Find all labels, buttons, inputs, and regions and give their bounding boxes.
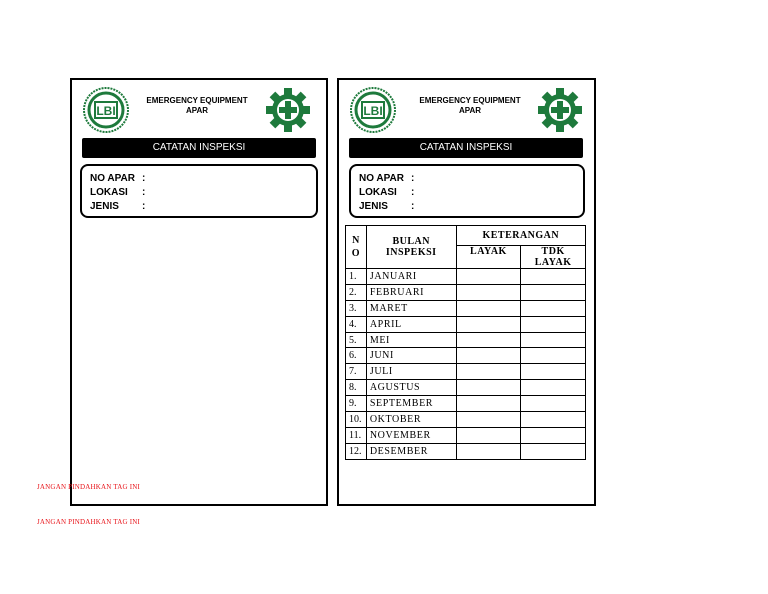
info-row-no-apar: NO APAR : bbox=[90, 173, 146, 184]
row-number: 4. bbox=[346, 316, 367, 332]
row-ok-cell[interactable] bbox=[456, 332, 521, 348]
row-ok-cell[interactable] bbox=[456, 269, 521, 285]
row-month: JUNI bbox=[366, 348, 456, 364]
header-title: EMERGENCY EQUIPMENT APAR bbox=[419, 96, 521, 115]
row-not-ok-cell[interactable] bbox=[521, 300, 586, 316]
header-title: EMERGENCY EQUIPMENT APAR bbox=[146, 96, 248, 115]
table-row bbox=[346, 332, 586, 348]
row-not-ok-cell[interactable] bbox=[521, 396, 586, 412]
inspection-tag-back bbox=[337, 78, 596, 506]
info-box bbox=[349, 164, 585, 218]
header-bar: CATATAN INSPEKSI bbox=[349, 138, 583, 158]
row-ok-cell[interactable] bbox=[456, 364, 521, 380]
row-not-ok-cell[interactable] bbox=[521, 427, 586, 443]
table-row bbox=[346, 364, 586, 380]
row-month: FEBRUARI bbox=[366, 284, 456, 300]
col-not-ok-header: TDK LAYAK bbox=[521, 246, 586, 269]
row-number: 9. bbox=[346, 396, 367, 412]
row-month: AGUSTUS bbox=[366, 380, 456, 396]
row-number: 12. bbox=[346, 443, 367, 459]
table-row bbox=[346, 427, 586, 443]
row-number: 10. bbox=[346, 412, 367, 428]
svg-text:LBI: LBI bbox=[363, 104, 383, 118]
table-row bbox=[346, 443, 586, 459]
info-row-no-apar: NO APAR : bbox=[359, 173, 415, 184]
svg-text:LBI: LBI bbox=[96, 104, 116, 118]
col-month-header: BULAN INSPEKSI bbox=[366, 226, 456, 269]
row-number: 8. bbox=[346, 380, 367, 396]
row-month: MEI bbox=[366, 332, 456, 348]
row-number: 3. bbox=[346, 300, 367, 316]
row-month: SEPTEMBER bbox=[366, 396, 456, 412]
row-not-ok-cell[interactable] bbox=[521, 284, 586, 300]
row-ok-cell[interactable] bbox=[456, 348, 521, 364]
row-ok-cell[interactable] bbox=[456, 427, 521, 443]
info-row-lokasi: LOKASI : bbox=[359, 187, 415, 198]
row-month: JULI bbox=[366, 364, 456, 380]
col-ok-header: LAYAK bbox=[456, 246, 521, 269]
table-row bbox=[346, 316, 586, 332]
row-not-ok-cell[interactable] bbox=[521, 348, 586, 364]
inspection-tag-front bbox=[70, 78, 328, 506]
row-number: 6. bbox=[346, 348, 367, 364]
info-row-jenis: JENIS : bbox=[359, 201, 415, 212]
row-ok-cell[interactable] bbox=[456, 380, 521, 396]
header-bar: CATATAN INSPEKSI bbox=[82, 138, 316, 158]
inspection-table bbox=[345, 225, 586, 460]
row-number: 7. bbox=[346, 364, 367, 380]
row-ok-cell[interactable] bbox=[456, 284, 521, 300]
row-not-ok-cell[interactable] bbox=[521, 269, 586, 285]
table-row bbox=[346, 396, 586, 412]
row-number: 1. bbox=[346, 269, 367, 285]
row-ok-cell[interactable] bbox=[456, 396, 521, 412]
table-row bbox=[346, 380, 586, 396]
row-ok-cell[interactable] bbox=[456, 316, 521, 332]
warning-text: JANGAN PINDAHKAN TAG INI bbox=[37, 518, 141, 526]
row-not-ok-cell[interactable] bbox=[521, 316, 586, 332]
info-box bbox=[80, 164, 318, 218]
row-number: 2. bbox=[346, 284, 367, 300]
col-remarks-header: KETERANGAN bbox=[456, 226, 585, 246]
col-no-header: N O bbox=[346, 226, 367, 269]
row-month: APRIL bbox=[366, 316, 456, 332]
row-not-ok-cell[interactable] bbox=[521, 332, 586, 348]
row-not-ok-cell[interactable] bbox=[521, 443, 586, 459]
row-month: NOVEMBER bbox=[366, 427, 456, 443]
row-ok-cell[interactable] bbox=[456, 300, 521, 316]
lbi-logo-icon bbox=[82, 86, 130, 134]
warning-text: JANGAN PINDAHKAN TAG INI bbox=[37, 483, 141, 491]
table-header-row bbox=[346, 226, 586, 246]
table-row bbox=[346, 284, 586, 300]
info-row-lokasi: LOKASI : bbox=[90, 187, 146, 198]
info-row-jenis: JENIS : bbox=[90, 201, 146, 212]
safety-gear-cross-icon bbox=[536, 86, 584, 134]
table-row bbox=[346, 348, 586, 364]
table-row bbox=[346, 300, 586, 316]
row-ok-cell[interactable] bbox=[456, 443, 521, 459]
row-not-ok-cell[interactable] bbox=[521, 412, 586, 428]
row-month: DESEMBER bbox=[366, 443, 456, 459]
row-not-ok-cell[interactable] bbox=[521, 364, 586, 380]
row-number: 5. bbox=[346, 332, 367, 348]
row-ok-cell[interactable] bbox=[456, 412, 521, 428]
row-not-ok-cell[interactable] bbox=[521, 380, 586, 396]
table-row bbox=[346, 412, 586, 428]
row-month: MARET bbox=[366, 300, 456, 316]
row-month: JANUARI bbox=[366, 269, 456, 285]
row-number: 11. bbox=[346, 427, 367, 443]
lbi-logo-icon bbox=[349, 86, 397, 134]
row-month: OKTOBER bbox=[366, 412, 456, 428]
safety-gear-cross-icon bbox=[264, 86, 312, 134]
table-row bbox=[346, 269, 586, 285]
